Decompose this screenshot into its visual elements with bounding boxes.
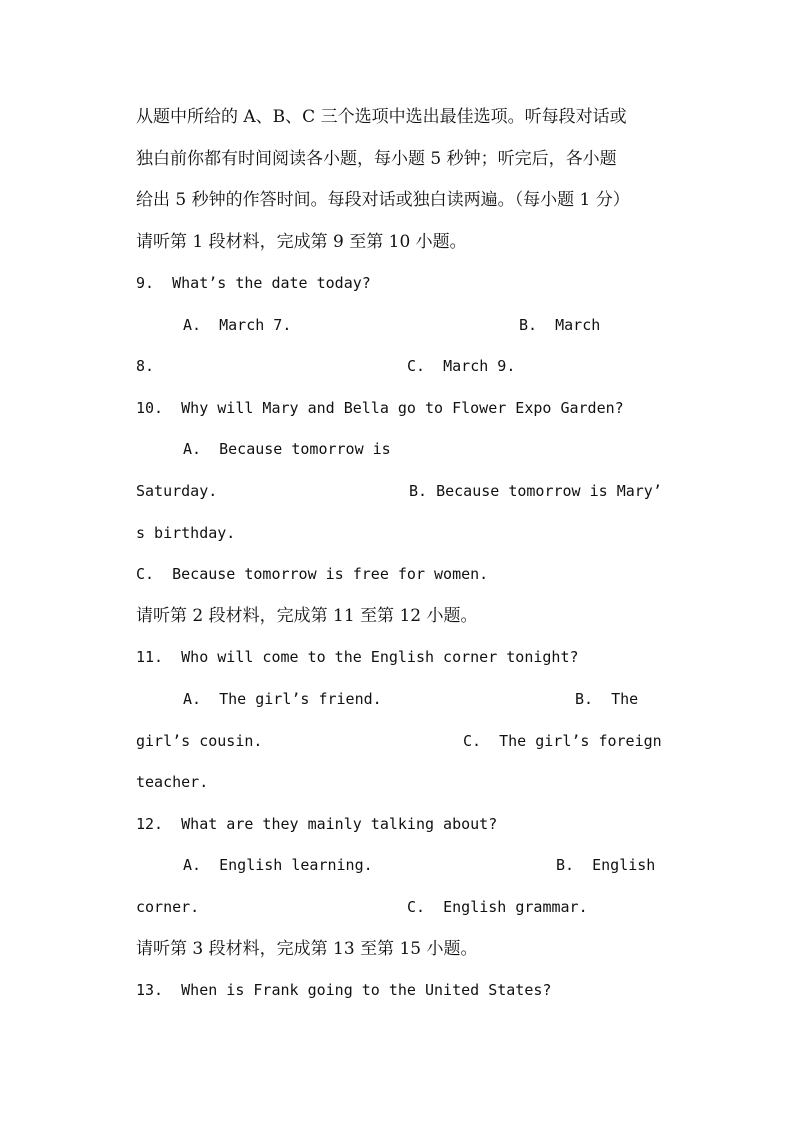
question-9-option-a: A. March 7. [183,316,292,334]
instruction-line-1: 从题中所给的 A、B、C 三个选项中选出最佳选项。听每段对话或 [136,107,627,127]
question-11-option-b-continued: girl’s cousin. [136,732,263,750]
section-heading-1: 请听第 1 段材料，完成第 9 至第 10 小题。 [136,232,467,252]
question-11-option-a: A. The girl’s friend. [183,690,382,708]
question-10-option-c: C. Because tomorrow is free for women. [136,565,489,583]
question-12-option-a: A. English learning. [183,856,373,874]
section-heading-2: 请听第 2 段材料，完成第 11 至第 12 小题。 [136,606,478,626]
question-12-option-b: B. English [556,856,656,874]
question-9-stem: 9. What’s the date today? [136,274,371,292]
question-11-option-c-continued: teacher. [136,773,209,791]
question-10-option-a: A. Because tomorrow is [183,440,391,458]
question-10-option-b-continued: s birthday. [136,524,236,542]
question-9-option-b-continued: 8. [136,357,155,375]
question-10-option-b: B. Because tomorrow is Mary’ [409,482,662,500]
section-heading-3: 请听第 3 段材料，完成第 13 至第 15 小题。 [136,939,478,959]
instruction-line-3: 给出 5 秒钟的作答时间。每段对话或独白读两遍。（每小题 1 分） [136,190,630,210]
question-9-option-c: C. March 9. [407,357,516,375]
question-9-option-b: B. March [519,316,601,334]
question-10-stem: 10. Why will Mary and Bella go to Flower Expo Garden? [136,399,624,417]
question-12-option-c: C. English grammar. [407,898,588,916]
question-12-option-b-continued: corner. [136,898,200,916]
question-12-stem: 12. What are they mainly talking about? [136,815,498,833]
question-11-stem: 11. Who will come to the English corner tonight? [136,648,579,666]
instruction-line-2: 独白前你都有时间阅读各小题，每小题 5 秒钟；听完后，各小题 [136,149,617,169]
question-11-option-b: B. The [575,690,639,708]
question-10-option-a-continued: Saturday. [136,482,218,500]
question-13-stem: 13. When is Frank going to the United States? [136,981,552,999]
question-11-option-c: C. The girl’s foreign [463,732,662,750]
